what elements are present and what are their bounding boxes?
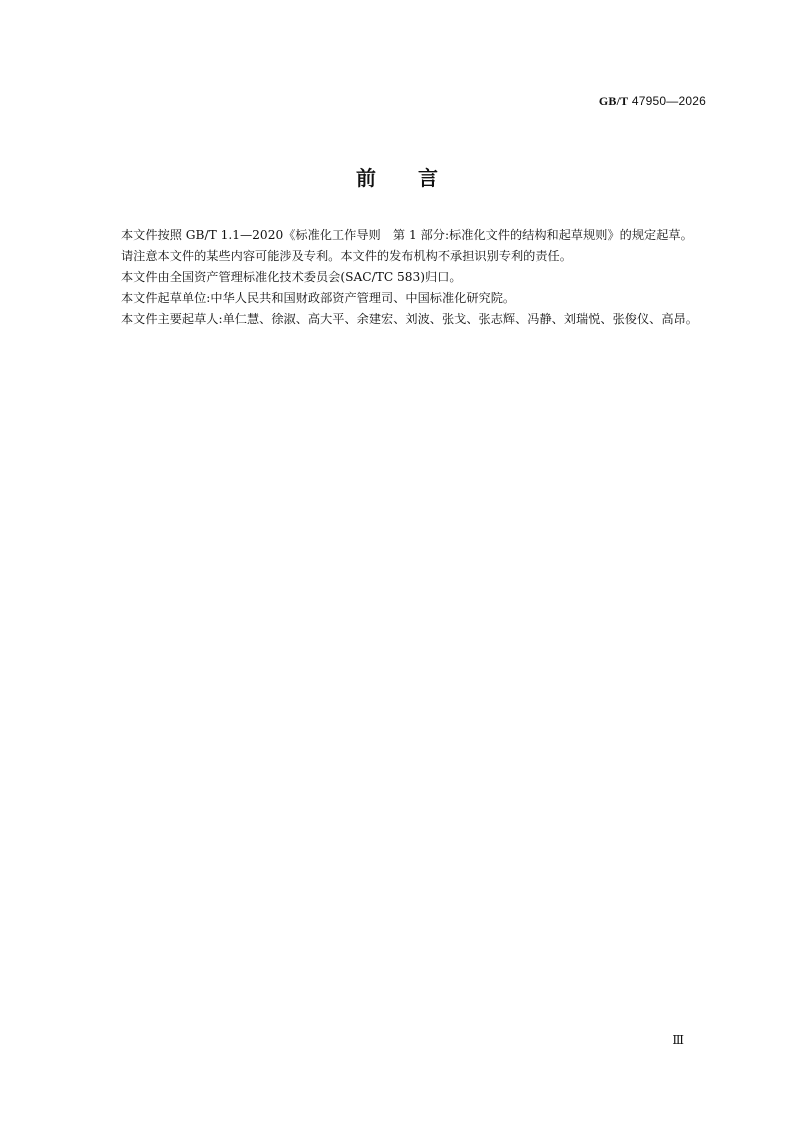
page-number: Ⅲ	[672, 1033, 684, 1047]
standard-number	[599, 94, 706, 109]
foreword-body	[96, 225, 708, 330]
paragraph-drafters: 本文件主要起草人:单仁慧、徐淑、高大平、余建宏、刘波、张戈、张志辉、冯静、刘瑞悦、张俊仪、高昂。	[121, 312, 698, 326]
standard-code: GB/T	[598, 94, 629, 108]
paragraph-drafting-organizations: 本文件起草单位:中华人民共和国财政部资产管理司、中国标准化研究院。	[121, 291, 516, 305]
standard-number-value: 47950—2026	[631, 94, 706, 108]
heading-char-2: 言	[418, 166, 438, 190]
heading-char-1: 前	[356, 166, 376, 190]
foreword-heading	[0, 162, 794, 191]
paragraph-drafting-rules: 本文件按照 GB/T 1.1—2020《标准化工作导则 第 1 部分:标准化文件的结构和起草规则》的规定起草。	[121, 228, 693, 242]
paragraph-patent-notice: 请注意本文件的某些内容可能涉及专利。本文件的发布机构不承担识别专利的责任。	[121, 249, 572, 263]
paragraph-technical-committee: 本文件由全国资产管理标准化技术委员会(SAC/TC 583)归口。	[121, 270, 462, 284]
